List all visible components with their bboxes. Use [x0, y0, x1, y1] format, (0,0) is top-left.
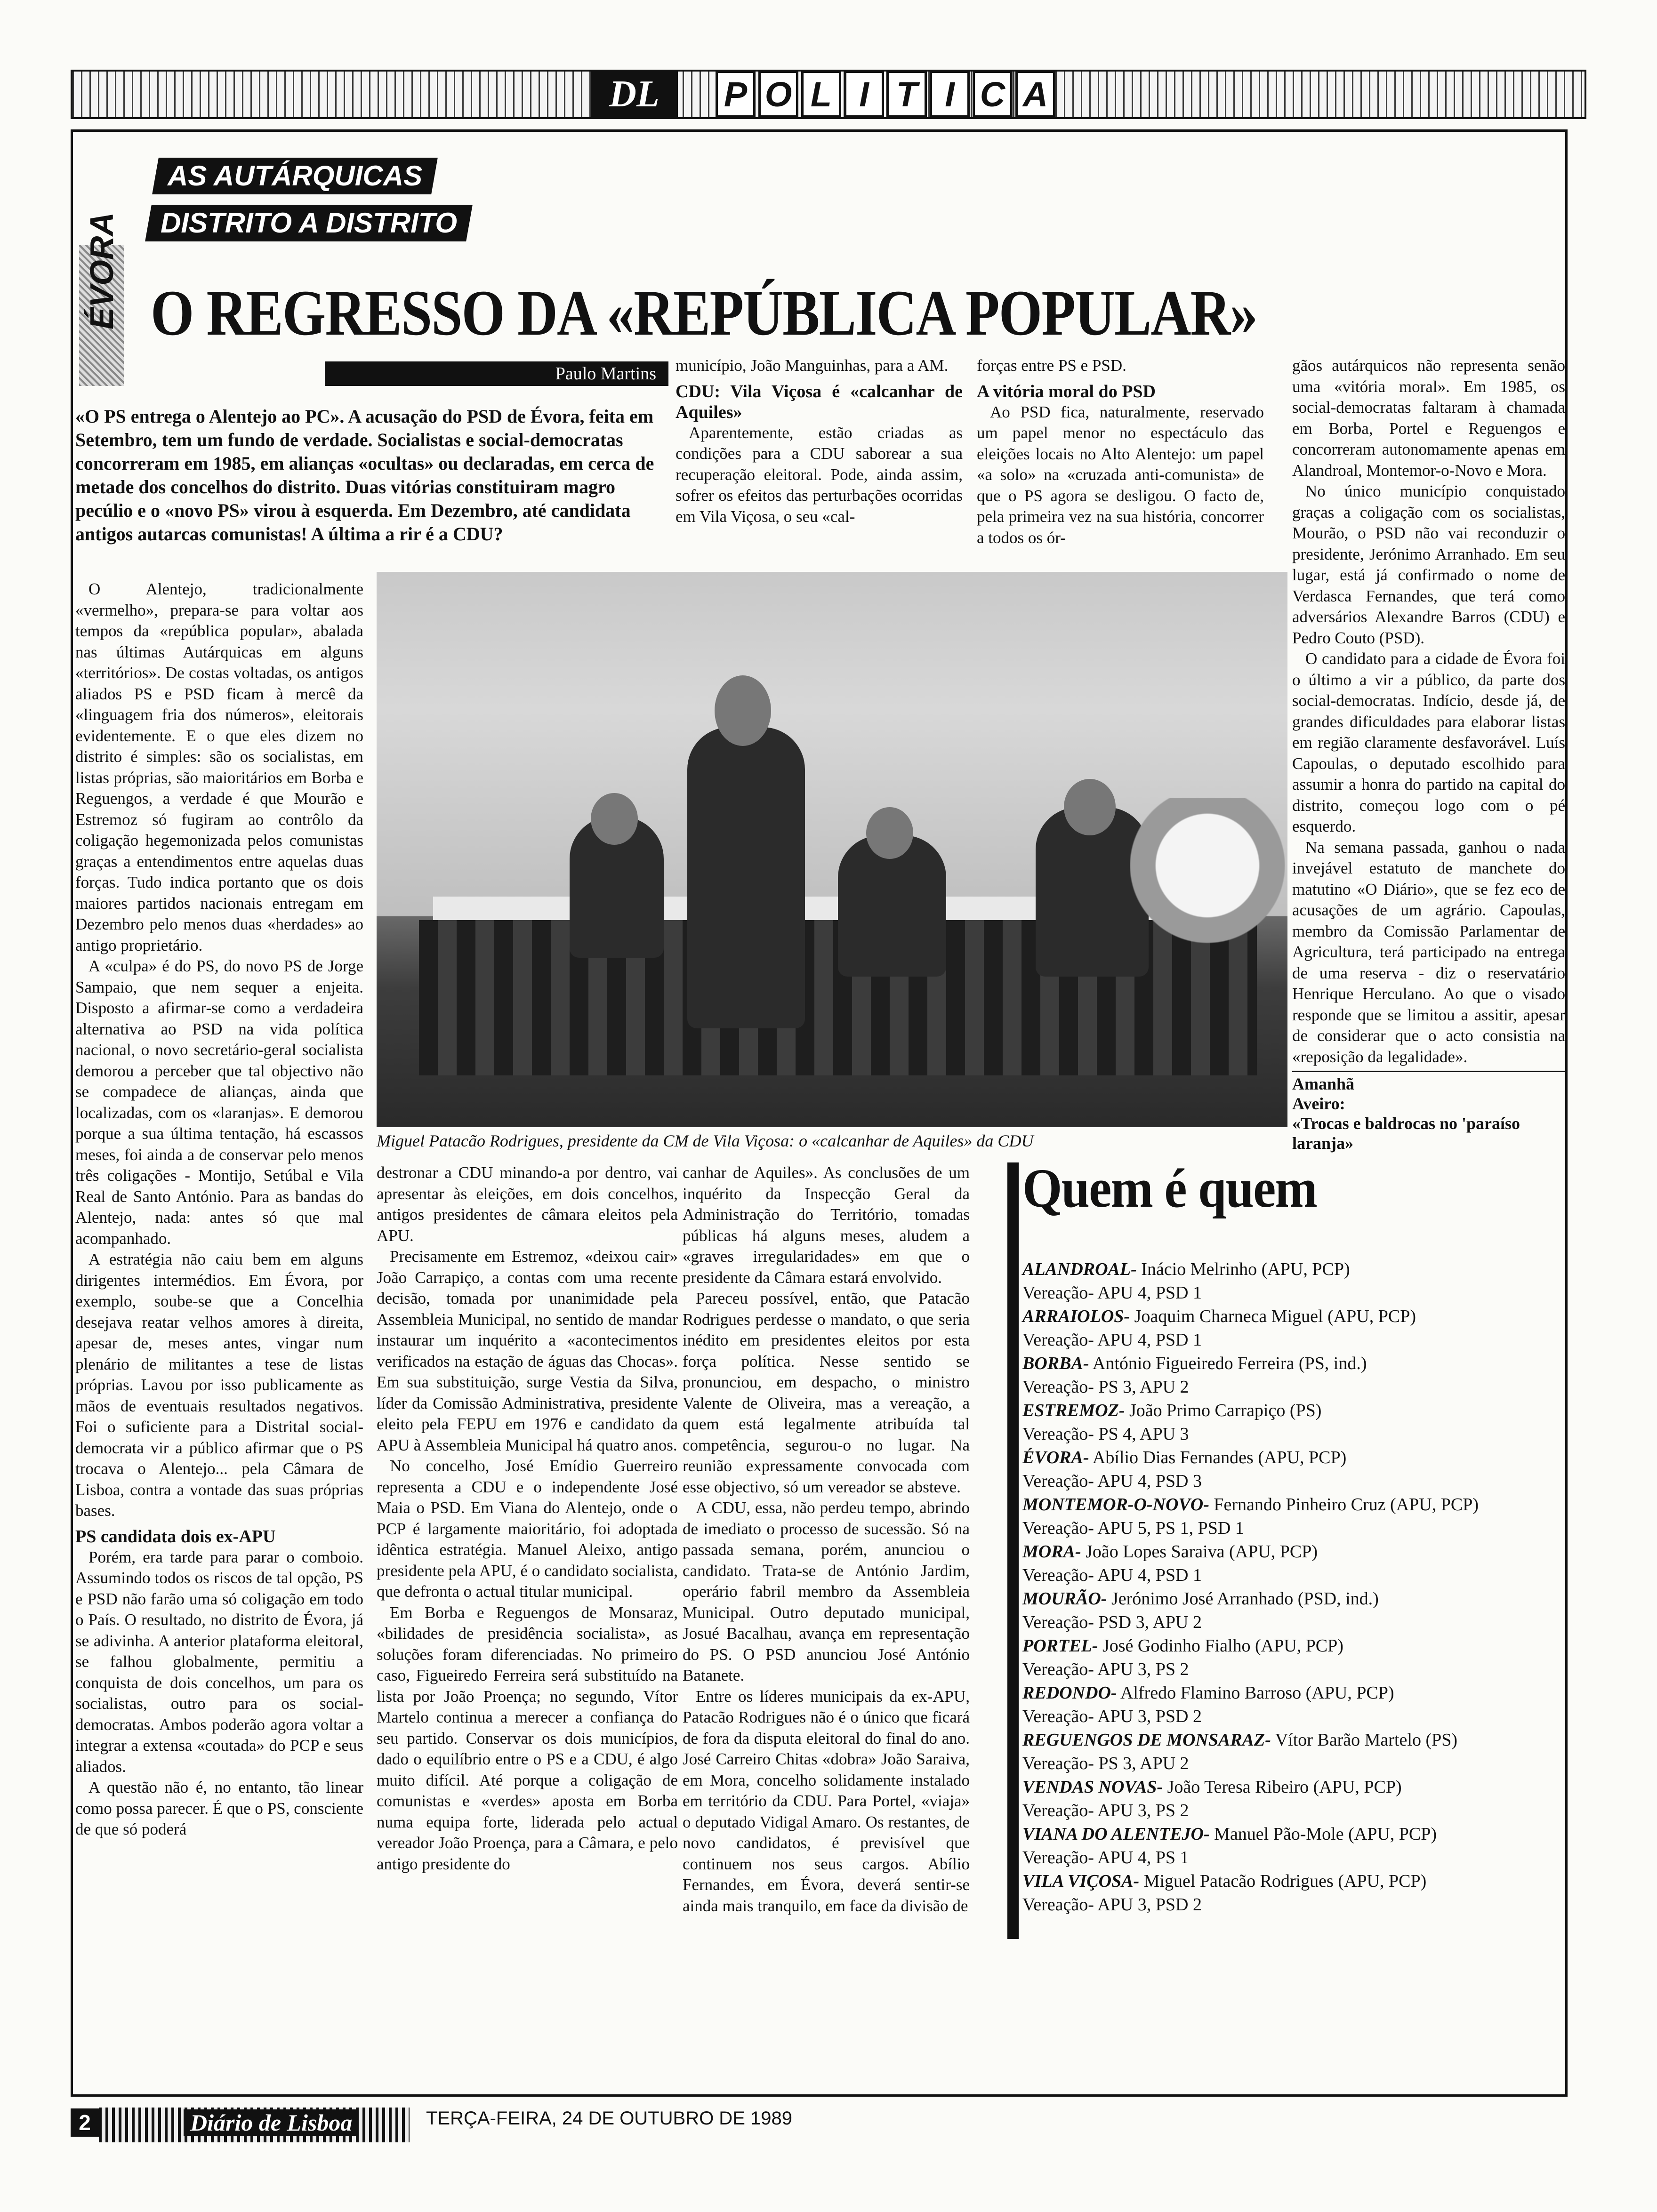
row-text: Jerónimo José Arranhado (PSD, ind.) — [1107, 1589, 1379, 1609]
row-text: Vereação- APU 3, PS 2 — [1022, 1801, 1189, 1820]
series-banner: AS AUTÁRQUICAS — [152, 158, 438, 194]
municipality-name: MONTEMOR-O-NOVO- — [1022, 1495, 1209, 1515]
who-is-who-list — [1022, 1258, 1563, 1916]
municipality-row — [1022, 1540, 1563, 1563]
section-letter: L — [801, 71, 841, 118]
municipality-name: VILA VIÇOSA- — [1022, 1871, 1140, 1891]
paragraph: Entre os líderes municipais da ex-APU, Patacão Rodrigues não é o único que ficará de fora da disputa eleitoral do final do ano. José Carreiro Chitas «dobra» João Saraiva, em Mora, concelho solidamente instalado em território da CDU. Para Portel, «viaja» o deputado Vidigal Amaro. Os restantes, de novo candidatos, é previsível que continuem nos seus cargos. Abílio Fernandes, em Évora, deverá sentir-se ainda mais tranquilo, em face da divisão de — [683, 1687, 970, 1915]
paragraph: A estratégia não caiu bem em alguns dirigentes intermédios. Em Évora, por exemplo, soube-se que a Concelhia desejava reatar velhos amores à direita, apesar de, meses antes, vingar num plenário de militantes a tese de listas próprias. Lavou por isso publicamente as mãos de eventuais resultados negativos. Foi o suficiente para a Distrital social-democrata vir a público afirmar que o PS trocava o Alentejo... pela Câmara de Lisboa, contra a vontade das suas próprias bases. — [75, 1250, 363, 1520]
district-tag: ÉVORA — [79, 245, 124, 386]
article-column-3-bottom — [683, 1162, 970, 1981]
council-row — [1022, 1893, 1563, 1916]
paragraph: O candidato para a cidade de Évora foi o último a vir a público, da parte dos social-democratas. Indício, desde já, de grandes dificuldades para elaborar listas em região claramente desfavorável. Luís Capoulas, o deputado escolhido para assumir a honra do partido na capital do distrito, começou logo com o pé esquerdo. — [1292, 649, 1565, 835]
council-row — [1022, 1422, 1563, 1446]
municipality-name: MORA- — [1022, 1542, 1081, 1562]
paragraph: No concelho, José Emídio Guerreiro representa a CDU e o independente José Maia o PSD. Em Viana do Alentejo, onde o PCP é largamente maioritário, foi adoptada idêntica estratégia. Manuel Aleixo, antigo presidente pela APU, é o candidato socialista, que defronta o actual titular municipal. — [377, 1457, 678, 1601]
section-letter: I — [930, 71, 970, 118]
municipality-name: VENDAS NOVAS- — [1022, 1777, 1163, 1797]
row-text: Vereação- APU 4, PS 1 — [1022, 1848, 1189, 1867]
byline: Paulo Martins — [325, 361, 668, 386]
row-text: Vereação- PSD 3, APU 2 — [1022, 1612, 1202, 1632]
paragraph: Em Borba e Reguengos de Monsaraz, «bilidades de presidência socialista», as soluções foram diferenciadas. No primeiro caso, Figueiredo Ferreira será substituído na lista por João Proença; no segundo, Vítor Martelo continua a merecer a confiança do seu partido. Conservar os dois municípios, dado o equilíbrio entre o PS e a CDU, é algo muito difícil. Até porque a coligação de comunistas e «verdes» aposta em Borba numa equipa forte, liderada pelo actual vereador João Proença, para a Câmara, e pelo antigo presidente do — [377, 1603, 678, 1873]
row-text: Vereação- APU 3, PSD 2 — [1022, 1895, 1202, 1915]
subheading: A vitória moral do PSD — [977, 381, 1156, 401]
photo-person-left-head — [591, 793, 638, 845]
council-row — [1022, 1846, 1563, 1869]
section-letter: A — [1015, 71, 1055, 118]
paragraph: Ao PSD fica, naturalmente, reservado um papel menor no espectáculo das eleições locais no Alto Alentejo: um papel «a solo» na «cruzada anti-comunista» de que o PS agora se desligou. O facto de, pela primeira vez na sua história, concorrer a todos os ór- — [977, 402, 1264, 547]
article-column-4 — [1292, 355, 1565, 1066]
who-is-who-title: Quem é quem — [1022, 1157, 1317, 1219]
municipality-name: ESTREMOZ- — [1022, 1401, 1125, 1420]
row-text: Vereação- APU 3, PS 2 — [1022, 1659, 1189, 1679]
paragraph: Precisamente em Estremoz, «deixou cair» João Carrapiço, a contas com uma recente decisão, tomada por unanimidade pela Assembleia Municipal, no sentido de mandar instaurar um inquérito a «acontecimentos verificados na estação de águas das Chocas». Em sua substituição, surge Vestia da Silva, líder da Comissão Administrativa, presidente eleito pela FEPU em 1976 e candidato da APU à Assembleia Municipal há quatro anos. — [377, 1247, 678, 1454]
municipality-row — [1022, 1869, 1563, 1893]
paragraph: forças entre PS e PSD. — [977, 356, 1126, 375]
council-row — [1022, 1281, 1563, 1305]
row-text: Inácio Melrinho (APU, PCP) — [1136, 1259, 1350, 1279]
subseries-banner: DISTRITO A DISTRITO — [145, 205, 473, 241]
row-text: Vereação- APU 4, PSD 1 — [1022, 1283, 1202, 1303]
council-row — [1022, 1752, 1563, 1775]
municipality-row — [1022, 1305, 1563, 1328]
municipality-name: VIANA DO ALENTEJO- — [1022, 1824, 1210, 1844]
article-column-2-bottom — [377, 1162, 678, 1981]
row-text: Vítor Barão Martelo (PS) — [1271, 1730, 1458, 1750]
subheading: CDU: Vila Viçosa é «calcanhar de Aquiles» — [676, 381, 963, 422]
article-photo — [377, 572, 1287, 1127]
municipality-row — [1022, 1775, 1563, 1799]
council-row — [1022, 1799, 1563, 1822]
council-row — [1022, 1469, 1563, 1493]
newspaper-logo: DL — [591, 71, 678, 118]
photo-person-center-head — [866, 807, 913, 859]
council-row — [1022, 1611, 1563, 1634]
teaser-place: Aveiro: — [1292, 1094, 1345, 1113]
council-row — [1022, 1563, 1563, 1587]
paragraph: destronar a CDU minando-a por dentro, vai apresentar às eleições, em dois concelhos, antigos presidentes de câmara eleitos pela APU. — [377, 1163, 678, 1245]
article-column-3-top — [977, 355, 1264, 562]
municipality-name: ÉVORA- — [1022, 1448, 1089, 1467]
who-is-who-rule — [1007, 1162, 1019, 1939]
row-text: Miguel Patacão Rodrigues (APU, PCP) — [1139, 1871, 1427, 1891]
council-row — [1022, 1328, 1563, 1352]
teaser-label: Amanhã — [1292, 1074, 1355, 1093]
section-letter: O — [758, 71, 798, 118]
subheading: PS candidata dois ex-APU — [75, 1526, 276, 1547]
article-column-2-top — [676, 355, 963, 562]
municipality-name: REDONDO- — [1022, 1683, 1117, 1703]
row-text: João Primo Carrapiço (PS) — [1125, 1401, 1322, 1420]
photo-caption: Miguel Patacão Rodrigues, presidente da CM de Vila Viçosa: o «calcanhar de Aquiles» da CDU — [377, 1131, 1034, 1150]
row-text: Manuel Pão-Mole (APU, PCP) — [1209, 1824, 1437, 1844]
municipality-row — [1022, 1493, 1563, 1516]
municipality-row — [1022, 1681, 1563, 1705]
municipality-name: PORTEL- — [1022, 1636, 1098, 1656]
article-column-1 — [75, 579, 363, 1991]
paragraph: canhar de Aquiles». As conclusões de um inquérito da Inspecção Geral da Administração do Território, tomadas públicas há alguns meses, aludem a «graves irregularidades» em que o presidente da Câmara estará envolvido. — [683, 1163, 970, 1287]
row-text: Alfredo Flamino Barroso (APU, PCP) — [1117, 1683, 1394, 1703]
page-number: 2 — [71, 2108, 99, 2137]
municipality-row — [1022, 1822, 1563, 1846]
row-text: Vereação- APU 4, PSD 1 — [1022, 1330, 1202, 1350]
headline: O REGRESSO DA «REPÚBLICA POPULAR» — [151, 277, 1257, 349]
section-letter: I — [844, 71, 884, 118]
paragraph: A CDU, essa, não perdeu tempo, abrindo de imediato o processo de sucessão. Só na passada semana, porém, anunciou o candidato. Trata-se de António Jardim, operário fabril membro da Assembleia Municipal. Outro deputado municipal, Josué Bacalhau, avança em representação do PS. O PSD anunciou José António Batanete. — [683, 1499, 970, 1684]
municipality-row — [1022, 1352, 1563, 1375]
next-article-teaser — [1292, 1071, 1556, 1153]
municipality-name: MOURÃO- — [1022, 1589, 1107, 1609]
footer-date: TERÇA-FEIRA, 24 DE OUTUBRO DE 1989 — [426, 2108, 792, 2129]
row-text: Joaquim Charneca Miguel (APU, PCP) — [1130, 1306, 1416, 1326]
paragraph: A questão não é, no entanto, tão linear como possa parecer. É que o PS, consciente de que só poderá — [75, 1778, 363, 1838]
row-text: Vereação- APU 3, PSD 2 — [1022, 1707, 1202, 1726]
footer-masthead — [99, 2108, 410, 2142]
paragraph: Porém, era tarde para parar o comboio. Assumindo todos os riscos de tal opção, PS e PSD não farão uma só coligação em todo o País. O resultado, no distrito de Évora, já se adivinha. A anterior plataforma eleitoral, se falhou globalmente, permitiu a conquista de dois concelhos, um para os socialistas, outro para os social-democratas. Ambos poderão agora voltar a integrar a extensa «coutada» do PCP e seus aliados. — [75, 1547, 363, 1776]
council-row — [1022, 1516, 1563, 1540]
row-text: Vereação- PS 3, APU 2 — [1022, 1754, 1189, 1773]
photo-speaker — [687, 727, 805, 1028]
municipality-name: ARRAIOLOS- — [1022, 1306, 1130, 1326]
council-row — [1022, 1375, 1563, 1399]
paragraph: município, João Manguinhas, para a AM. — [676, 356, 949, 375]
paragraph: Aparentemente, estão criadas as condições para a CDU saborear a sua recuperação eleitoral. Pode, ainda assim, sofrer os efeitos das perturbações ocorridas em Vila Viçosa, o seu «cal- — [676, 423, 963, 526]
section-letter: T — [887, 71, 927, 118]
paragraph: A «culpa» é do PS, do novo PS de Jorge Sampaio, que nem sequer a enjeita. Disposto a afirmar-se como a verdadeira alternativa ao PSD na vida política nacional, o novo secretário-geral socialista demorou a perceber que tal objectivo não se compadece de alianças, ainda que localizadas, com os «laranjas». E demorou porque a sua última tentação, há escassos meses, foi ainda a de conservar pelo menos três coligações - Montijo, Setúbal e Vila Real de Santo António. Para as bandas do Alentejo, nada: antes só que mal acompanhado. — [75, 957, 363, 1248]
municipality-row — [1022, 1399, 1563, 1422]
teaser-title: «Trocas e baldrocas no 'paraíso laranja» — [1292, 1114, 1520, 1153]
paragraph: Na semana passada, ganhou o nada invejável estatuto de manchete do matutino «O Diário», que se fez eco de acusações de um agrário. Capoulas, membro da Comissão Parlamentar de Agricultura, terá participado na entrega de uma reserva - diz o reservatário Henrique Herculano. Ao que o visado responde que se limitou a assitir, apesar de considerar que o acto consistia na «reposição da legalidade». — [1292, 838, 1565, 1066]
section-letter: C — [973, 71, 1013, 118]
municipality-row — [1022, 1258, 1563, 1281]
row-text: Vereação- PS 4, APU 3 — [1022, 1424, 1189, 1444]
row-text: José Godinho Fialho (APU, PCP) — [1098, 1636, 1343, 1656]
row-text: Vereação- APU 4, PSD 3 — [1022, 1471, 1202, 1491]
divider — [1292, 1071, 1565, 1072]
municipality-row — [1022, 1728, 1563, 1752]
footer-paper-name: Diário de Lisboa — [184, 2109, 359, 2136]
row-text: Vereação- APU 4, PSD 1 — [1022, 1565, 1202, 1585]
row-text: Vereação- APU 5, PS 1, PSD 1 — [1022, 1518, 1244, 1538]
municipality-row — [1022, 1446, 1563, 1469]
municipality-name: ALANDROAL- — [1022, 1259, 1137, 1279]
municipality-name: BORBA- — [1022, 1354, 1089, 1373]
row-text: Vereação- PS 3, APU 2 — [1022, 1377, 1189, 1397]
lead-paragraph: «O PS entrega o Alentejo ao PC». A acusação do PSD de Évora, feita em Setembro, tem um fundo de verdade. Socialistas e social-democratas concorreram em 1985, em alianças «ocultas» ou declaradas, em cerca de metade dos concelhos do distrito. Duas vitórias constituiram magro pecúlio e o «novo PS» virou à esquerda. Em Dezembro, até candidata antigos autarcas comunistas! A última a rir é a CDU? — [75, 406, 654, 545]
row-text: João Lopes Saraiva (APU, PCP) — [1081, 1542, 1318, 1562]
council-row — [1022, 1705, 1563, 1728]
municipality-name: REGUENGOS DE MONSARAZ- — [1022, 1730, 1271, 1750]
photo-flower-vase — [1130, 798, 1285, 967]
section-title — [716, 71, 1055, 118]
row-text: António Figueiredo Ferreira (PS, ind.) — [1089, 1354, 1367, 1373]
municipality-row — [1022, 1634, 1563, 1658]
row-text: João Teresa Ribeiro (APU, PCP) — [1163, 1777, 1402, 1797]
municipality-row — [1022, 1587, 1563, 1611]
council-row — [1022, 1658, 1563, 1681]
row-text: Abílio Dias Fernandes (APU, PCP) — [1089, 1448, 1347, 1467]
photo-person-right-head — [1064, 779, 1116, 835]
who-is-who-box — [1007, 1158, 1563, 1916]
row-text: Fernando Pinheiro Cruz (APU, PCP) — [1209, 1495, 1479, 1515]
section-letter: P — [716, 71, 756, 118]
paragraph: No único município conquistado graças a coligação com os socialistas, Mourão, o PSD não vai reconduzir o presidente, Jerónimo Arranhado. Em seu lugar, está já confirmado o nome de Verdasca Fernandes, que terá como adversários Alexandre Barros (CDU) e Pedro Couto (PSD). — [1292, 482, 1565, 647]
paragraph: Pareceu possível, então, que Patacão Rodrigues perdesse o mandato, o que seria inédito em presidentes eleitos por esta força política. Nesse sentido se pronunciou, em despacho, o ministro Valente de Oliveira, mas a vereação, a quem está legalmente atribuída tal competência, segurou-o no lugar. Na reunião expressamente convocada com esse objectivo, só um vereador se absteve. — [683, 1289, 970, 1496]
paragraph: O Alentejo, tradicionalmente «vermelho», prepara-se para voltar aos tempos da «república popular», abalada nas últimas Autárquicas em alguns «territórios». De costas voltadas, os antigos aliados PS e PSD ficam à mercê da «linguagem fria dos números», eleitorais evidentemente. E o que eles dizem no distrito é simples: são os socialistas, em listas próprias, são maioritários em Borba e Reguengos, a verdade é que Mourão e Estremoz só fugiram ao contrôlo da coligação hegemonizada pelos comunistas graças a entendimentos entre aquelas duas forças. Tudo indica portanto que os dois maiores partidos nacionais entregam em Dezembro pelo menos duas «herdades» ao antigo proprietário. — [75, 580, 363, 954]
photo-speaker-head — [715, 675, 771, 746]
paragraph: gãos autárquicos não representa senão uma «vitória moral». Em 1985, os social-democratas faltaram à chamada em Borba, Portel e Reguengos e concorreram autonomamente apenas em Alandroal, Montemor-o-Novo e Mora. — [1292, 356, 1565, 480]
